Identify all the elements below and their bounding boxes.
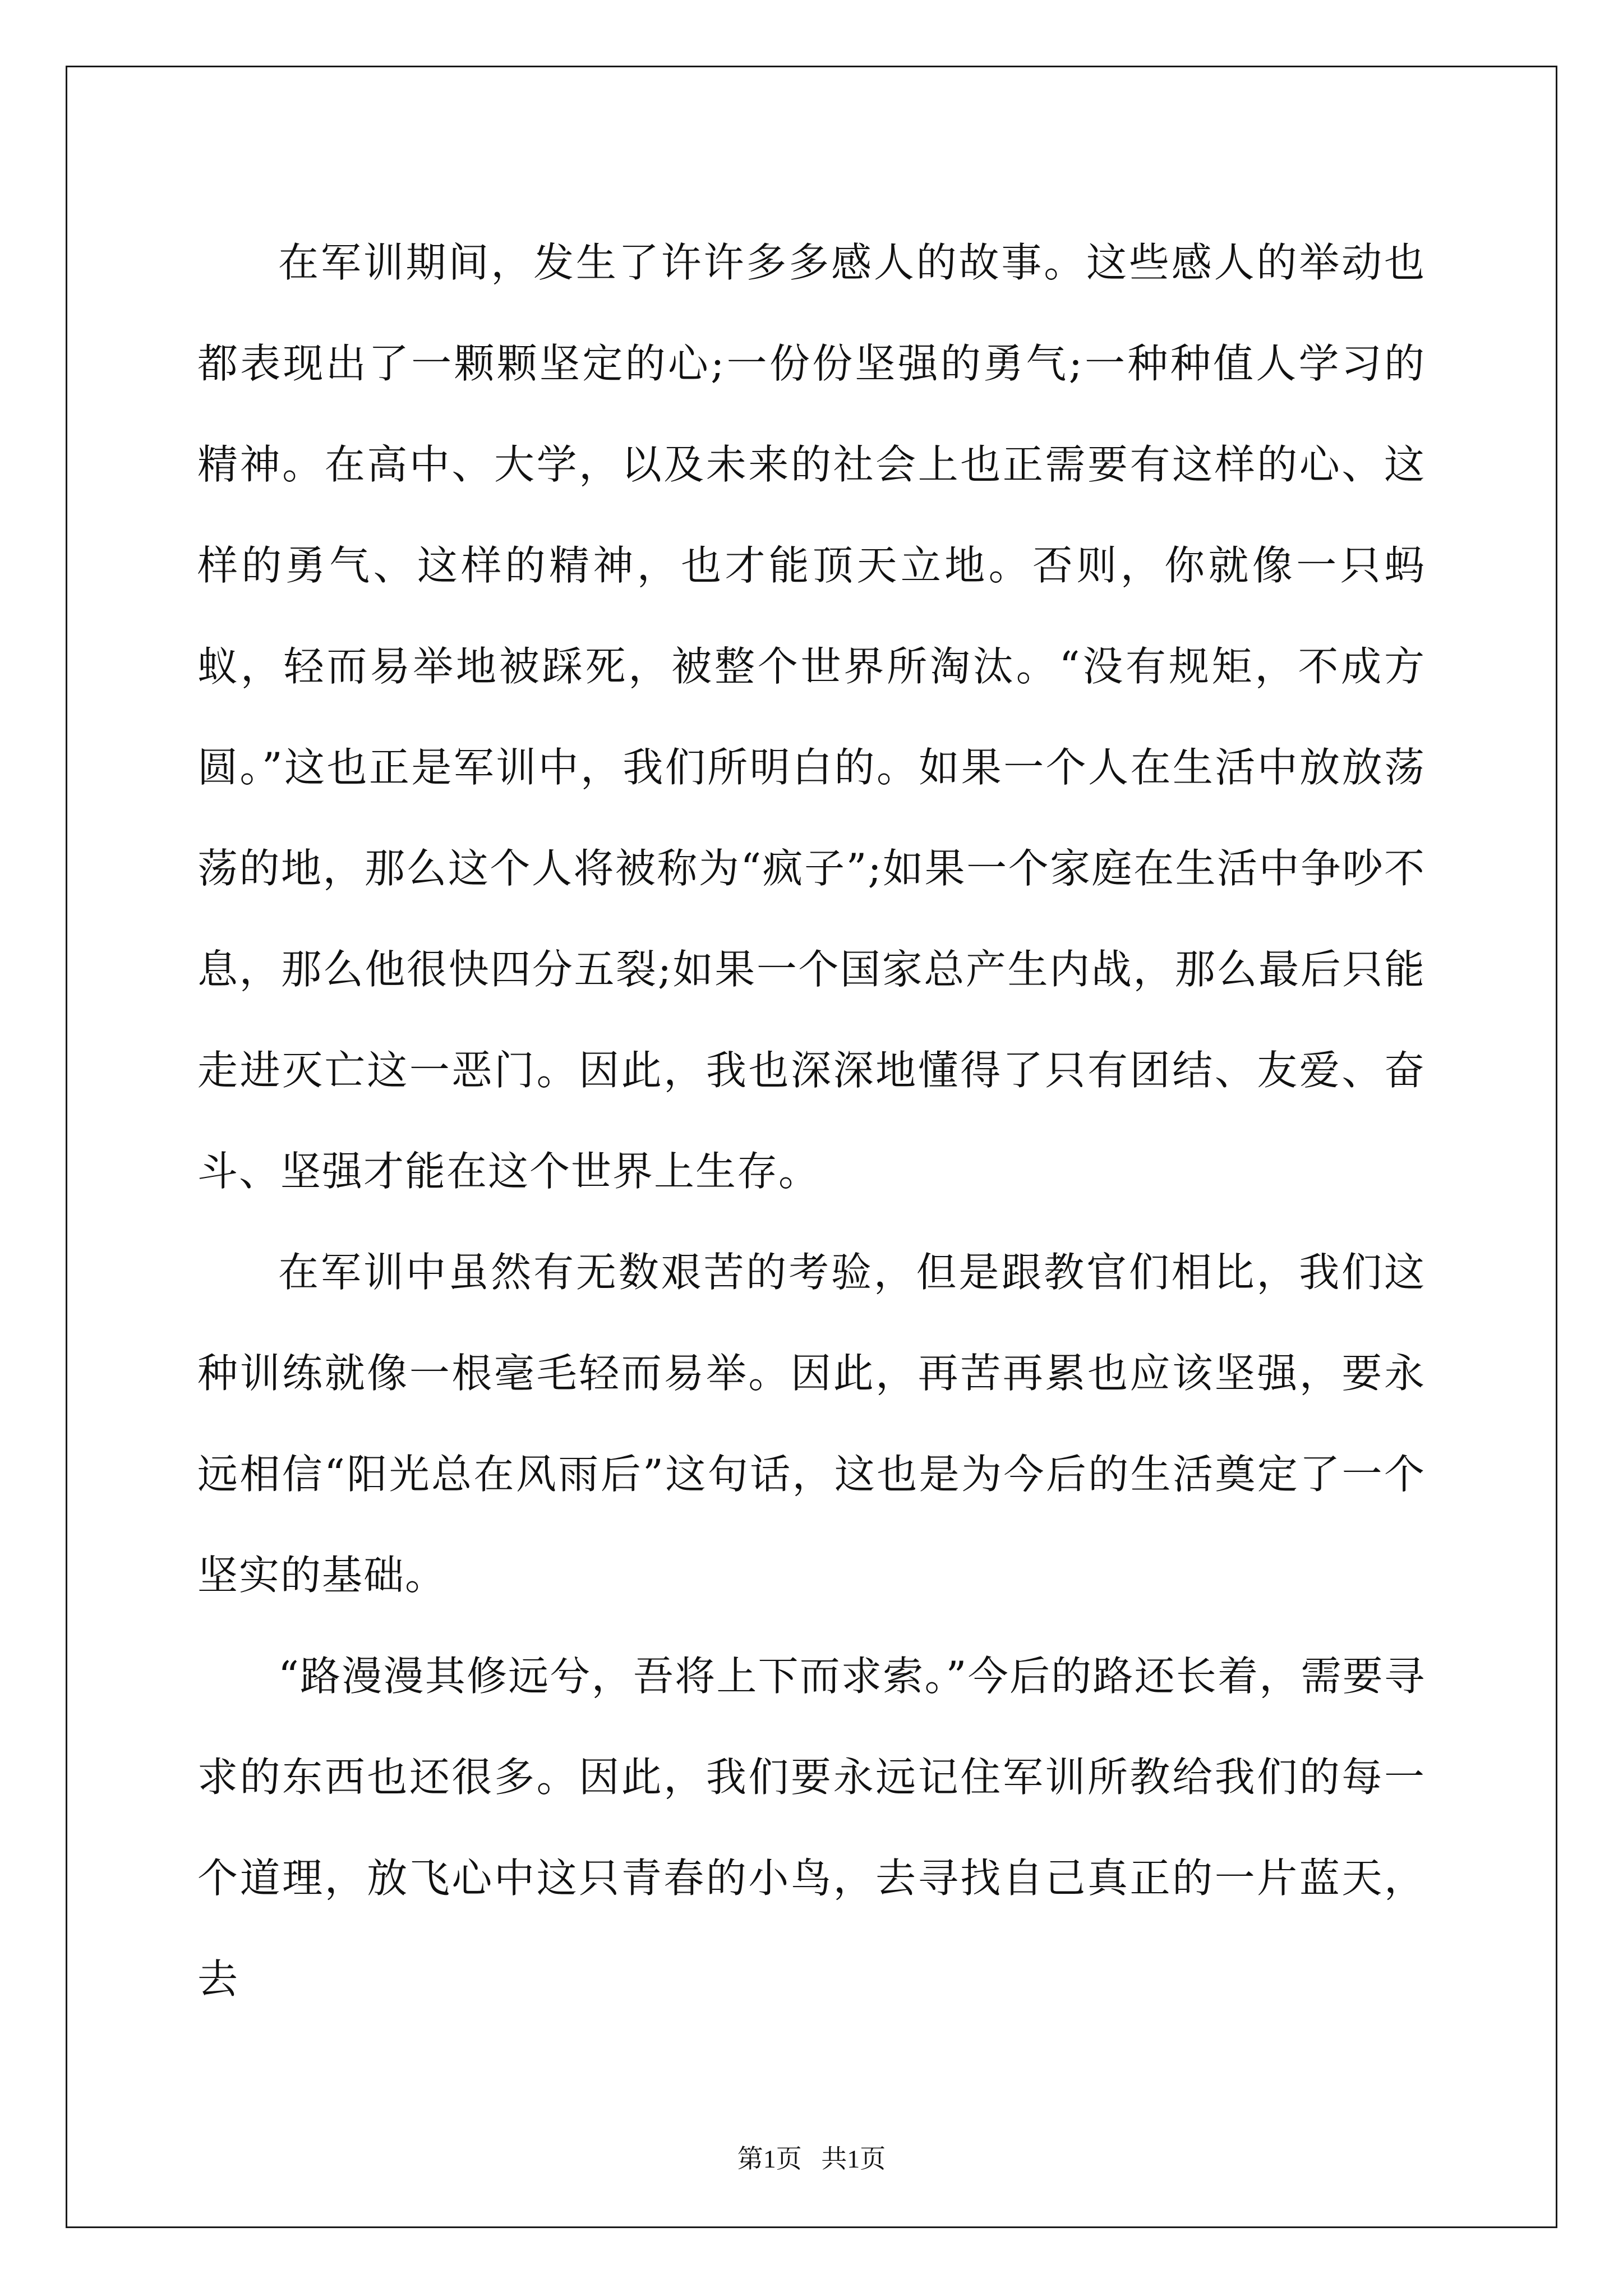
document-body [197,212,1426,2030]
page-number-footer: 第1页 共1页 [737,2145,886,2173]
paragraph-2: 在军训中虽然有无数艰苦的考验，但是跟教官们相比，我们这种训练就像一根毫毛轻而易举。因此，再苦再累也应该坚强，要永远相信“阳光总在风雨后”这句话，这也是为今后的生活奠定了一个坚实的基础。 [197,1249,1426,1599]
paragraph-1: 在军训期间，发生了许许多多感人的故事。这些感人的举动也都表现出了一颗颗坚定的心;一份份坚强的勇气;一种种值人学习的精神。在高中、大学，以及未来的社会上也正需要有这样的心、这样的勇气、这样的精神，也才能顶天立地。否则，你就像一只蚂蚁，轻而易举地被踩死，被整个世界所淘汰。“没有规矩，不成方圆。”这也正是军训中，我们所明白的。如果一个人在生活中放放荡荡的地，那么这个人将被称为“疯子”;如果一个家庭在生活中争吵不息，那么他很快四分五裂;如果一个国家总产生内战，那么最后只能走进灭亡这一恶门。因此，我也深深地懂得了只有团结、友爱、奋斗、坚强才能在这个世界上生存。 [197,239,1426,1195]
paragraph-3: “路漫漫其修远兮，吾将上下而求索。”今后的路还长着，需要寻求的东西也还很多。因此，我们要永远记住军训所教给我们的每一个道理，放飞心中这只青春的小鸟，去寻找自己真正的一片蓝天，去 [197,1653,1426,2003]
